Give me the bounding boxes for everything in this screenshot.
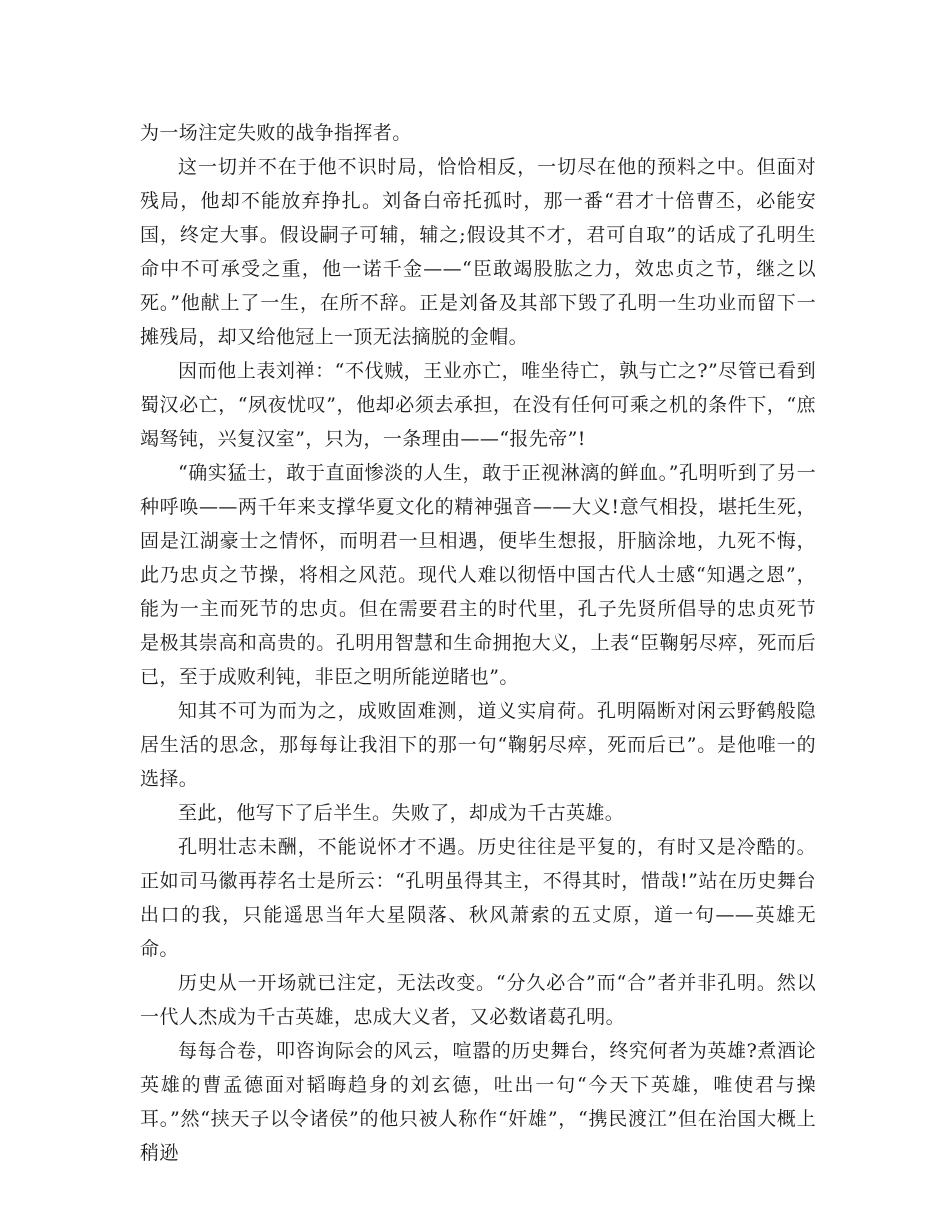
paragraph-3: 因而他上表刘禅：“不伐贼，王业亦亡，唯坐待亡，孰与亡之?”尽管已看到蜀汉必亡，“夙夜忧叹”，他却必须去承担，在没有任何可乘之机的条件下，“庶竭驽钝，兴复汉室”，只为，一条理由——“报先帝”!	[140, 360, 816, 450]
paragraph-2: 这一切并不在于他不识时局，恰恰相反，一切尽在他的预料之中。但面对残局，他却不能放弃挣扎。刘备白帝托孤时，那一番“君才十倍曹丕，必能安国，终定大事。假设嗣子可辅，辅之;假设其不才，君可自取”的话成了孔明生命中不可承受之重，他一诺千金——“臣敢竭股肱之力，效忠贞之节，继之以死。”他献上了一生，在所不辞。正是刘备及其部下毁了孔明一生功业而留下一摊残局，却又给他冠上一顶无法摘脱的金帽。	[140, 156, 816, 348]
paragraph-6: 至此，他写下了后半生。失败了，却成为千古英雄。	[178, 802, 625, 824]
paragraph-7: 孔明壮志未酬，不能说怀才不遇。历史往往是平复的，有时又是冷酷的。正如司马徽再荐名士是所云：“孔明虽得其主，不得其时，惜哉!”站在历史舞台出口的我，只能遥思当年大星陨落、秋风萧索的五丈原，道一句——英雄无命。	[140, 836, 816, 960]
paragraph-5: 知其不可为而为之，成败固难测，道义实肩荷。孔明隔断对闲云野鹤般隐居生活的思念，那每每让我泪下的那一句“鞠躬尽瘁，死而后已”。是他唯一的选择。	[140, 700, 816, 790]
paragraph-4: “确实猛士，敢于直面惨淡的人生，敢于正视淋漓的鲜血。”孔明听到了另一种呼唤——两千年来支撑华夏文化的精神强音——大义!意气相投，堪托生死，固是江湖豪士之情怀，而明君一旦相遇，便毕生想报，肝脑涂地，九死不悔，此乃忠贞之节操，将相之风范。现代人难以彻悟中国古代人士感“知遇之恩”，能为一主而死节的忠贞。但在需要君主的时代里，孔子先贤所倡导的忠贞死节是极其崇高和高贵的。孔明用智慧和生命拥抱大义，上表“臣鞠躬尽瘁，死而后已，至于成败利钝，非臣之明所能逆睹也”。	[140, 462, 816, 688]
paragraph-9: 每每合卷，叩咨询际会的风云，喧嚣的历史舞台，终究何者为英雄?煮酒论英雄的曹孟德面对韬晦趋身的刘玄德，吐出一句“今天下英雄，唯使君与操耳。”然“挟天子以令诸侯”的他只被人称作“奸雄”，“携民渡江”但在治国大概上稍逊	[140, 1040, 816, 1164]
document-body	[140, 116, 816, 1170]
paragraph-8: 历史从一开场就已注定，无法改变。“分久必合”而“合”者并非孔明。然以一代人杰成为千古英雄，忠成大义者，又必数诸葛孔明。	[140, 972, 816, 1028]
paragraph-1: 为一场注定失败的战争指挥者。	[140, 122, 412, 144]
